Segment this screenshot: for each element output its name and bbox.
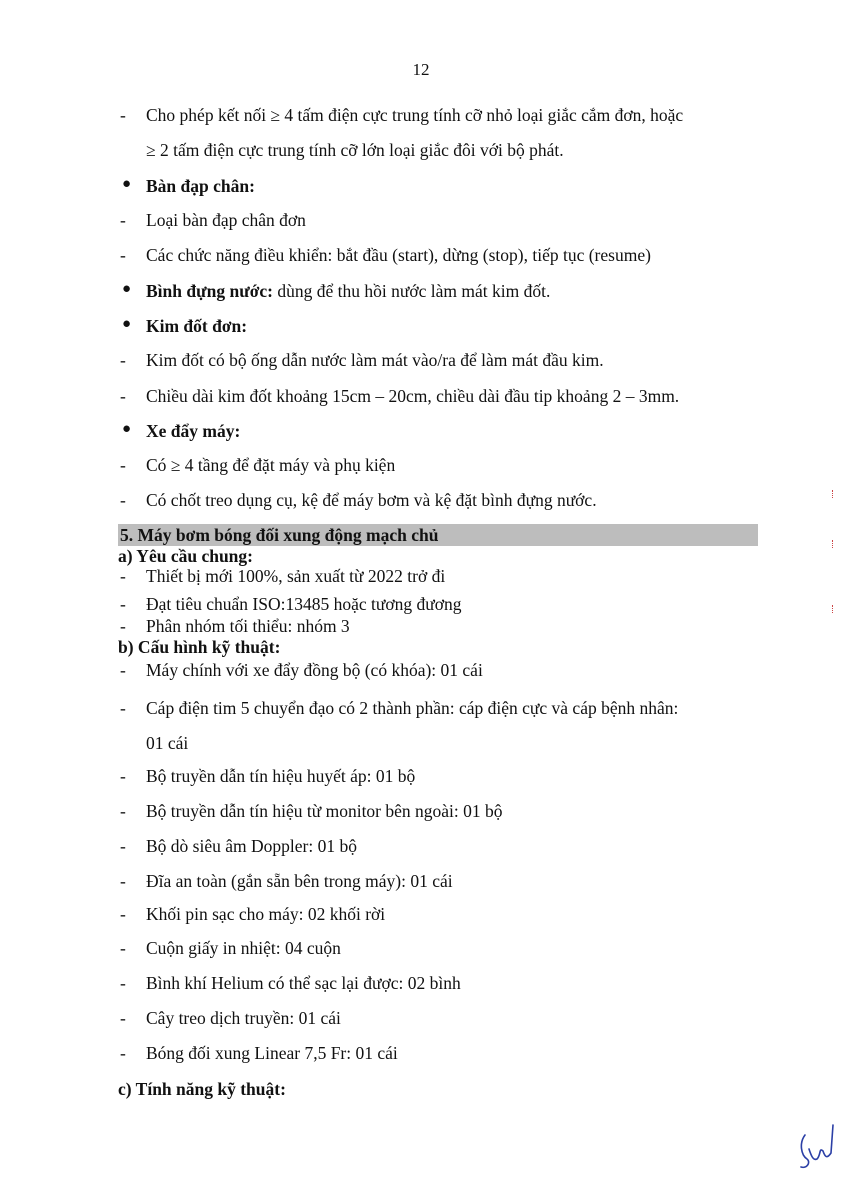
dash-marker: - xyxy=(120,455,126,475)
list-item-text: Bộ dò siêu âm Doppler: 01 bộ xyxy=(146,836,357,856)
list-item-text: Thiết bị mới 100%, sản xuất từ 2022 trở đi xyxy=(146,566,446,586)
list-item-text: Kim đốt có bộ ống dẫn nước làm mát vào/ra để làm mát đầu kim. xyxy=(146,350,604,370)
list-item-text: Máy chính với xe đẩy đồng bộ (có khóa): 01 cái xyxy=(146,660,483,680)
list-item-text: Bóng đối xung Linear 7,5 Fr: 01 cái xyxy=(146,1043,398,1063)
body-text: dùng để thu hồi nước làm mát kim đốt. xyxy=(273,281,551,301)
dash-marker: - xyxy=(120,1043,126,1063)
list-item-text: Cho phép kết nối ≥ 4 tấm điện cực trung tính cỡ nhỏ loại giắc cắm đơn, hoặc xyxy=(146,105,684,125)
bullet-dot-icon: ● xyxy=(122,281,132,297)
heading-text: Bàn đạp chân: xyxy=(146,176,255,196)
list-item-text: Có chốt treo dụng cụ, kệ để máy bơm và kệ đặt bình đựng nước. xyxy=(146,490,597,510)
list-item-text: Khối pin sạc cho máy: 02 khối rời xyxy=(146,904,386,924)
dash-marker: - xyxy=(120,1008,126,1028)
list-item-text: Cáp điện tim 5 chuyển đạo có 2 thành phần: cáp điện cực và cáp bệnh nhân: xyxy=(146,698,679,718)
dash-marker: - xyxy=(120,904,126,924)
dash-marker: - xyxy=(120,566,126,586)
dash-marker: - xyxy=(120,660,126,680)
heading-text: Kim đốt đơn: xyxy=(146,316,248,336)
section-title: 5. Máy bơm bóng đối xung động mạch chủ xyxy=(118,524,758,546)
scan-mark xyxy=(832,540,839,548)
dash-marker: - xyxy=(120,616,126,636)
dash-marker: - xyxy=(120,698,126,718)
list-item-text: Loại bàn đạp chân đơn xyxy=(146,210,306,230)
list-item-text: 01 cái xyxy=(146,733,189,753)
dash-marker: - xyxy=(120,871,126,891)
scan-mark xyxy=(832,605,839,613)
page-number: 12 xyxy=(412,60,430,79)
list-item-text: Phân nhóm tối thiểu: nhóm 3 xyxy=(146,616,350,636)
heading-text: Xe đẩy máy: xyxy=(146,421,241,441)
bullet-dot-icon: ● xyxy=(122,316,132,332)
scan-mark xyxy=(832,490,839,498)
list-item-text: Cuộn giấy in nhiệt: 04 cuộn xyxy=(146,938,341,958)
dash-marker: - xyxy=(120,245,126,265)
dash-marker: - xyxy=(120,836,126,856)
list-item-text: Bộ truyền dẫn tín hiệu huyết áp: 01 bộ xyxy=(146,766,416,786)
heading-text: Bình đựng nước: xyxy=(146,281,273,301)
dash-marker: - xyxy=(120,594,126,614)
dash-marker: - xyxy=(120,350,126,370)
list-item-text: Bộ truyền dẫn tín hiệu từ monitor bên ngoài: 01 bộ xyxy=(146,801,503,821)
subheading-a: a) Yêu cầu chung: xyxy=(118,546,253,566)
list-item-text: Đĩa an toàn (gắn sẵn bên trong máy): 01 cái xyxy=(146,871,453,891)
subheading-c: c) Tính năng kỹ thuật: xyxy=(118,1079,286,1099)
list-item-text: Các chức năng điều khiển: bắt đầu (start), dừng (stop), tiếp tục (resume) xyxy=(146,245,651,265)
dash-marker: - xyxy=(120,973,126,993)
dash-marker: - xyxy=(120,938,126,958)
dash-marker: - xyxy=(120,766,126,786)
dash-marker: - xyxy=(120,801,126,821)
list-item-text: ≥ 2 tấm điện cực trung tính cỡ lớn loại giắc đôi với bộ phát. xyxy=(146,140,564,160)
list-item-text: Chiều dài kim đốt khoảng 15cm – 20cm, chiều dài đầu tip khoảng 2 – 3mm. xyxy=(146,386,680,406)
dash-marker: - xyxy=(120,490,126,510)
dash-marker: - xyxy=(120,386,126,406)
list-item-text: Đạt tiêu chuẩn ISO:13485 hoặc tương đương xyxy=(146,594,462,614)
bullet-dot-icon: ● xyxy=(122,421,132,437)
list-item-text: Bình khí Helium có thể sạc lại được: 02 bình xyxy=(146,973,461,993)
list-item-text: Có ≥ 4 tầng để đặt máy và phụ kiện xyxy=(146,455,396,475)
dash-marker: - xyxy=(120,210,126,230)
bullet-dot-icon: ● xyxy=(122,176,132,192)
list-item-text: Cây treo dịch truyền: 01 cái xyxy=(146,1008,341,1028)
dash-marker: - xyxy=(120,105,126,125)
subheading-b: b) Cấu hình kỹ thuật: xyxy=(118,637,281,657)
signature-initials-icon xyxy=(795,1115,835,1175)
water-line xyxy=(146,281,550,302)
